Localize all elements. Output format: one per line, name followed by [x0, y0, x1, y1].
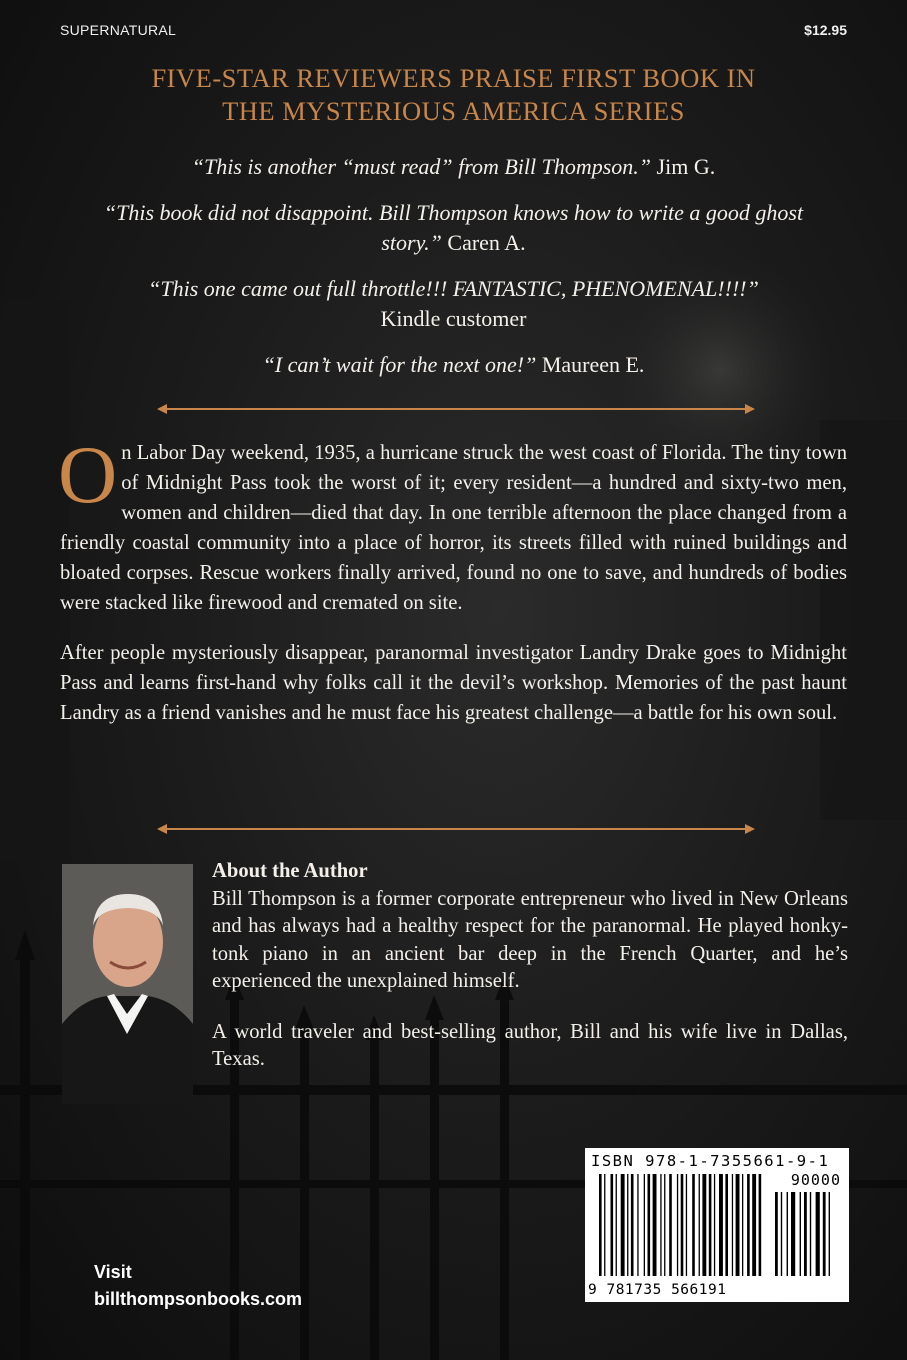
- author-bio: [212, 858, 848, 1097]
- author-paragraph-2: A world traveler and best-selling author, Bill and his wife live in Dallas, Texas.: [212, 1020, 848, 1070]
- headline-line-1: FIVE-STAR REVIEWERS PRAISE FIRST BOOK IN: [151, 63, 756, 93]
- review-author: Maureen E.: [541, 352, 645, 377]
- review-4: [60, 350, 847, 380]
- author-photo: [62, 864, 193, 1104]
- review-author: Caren A.: [447, 230, 526, 255]
- isbn-barcode: [585, 1148, 849, 1302]
- review-quote: “This one came out full throttle!!! FANTASTIC, PHENOMENAL!!!!”: [148, 276, 759, 301]
- genre-label: SUPERNATURAL: [60, 22, 177, 38]
- review-1: [60, 152, 847, 182]
- top-bar: [60, 22, 847, 42]
- visit-label: Visit: [94, 1262, 132, 1282]
- review-quote: “This book did not disappoint. Bill Thompson knows how to write a good ghost story.”: [103, 200, 804, 255]
- review-quote: “I can’t wait for the next one!”: [262, 352, 537, 377]
- reviews: [60, 152, 847, 396]
- visit-block: [94, 1259, 302, 1313]
- price-addon-code: 90000: [790, 1171, 841, 1189]
- headline-line-2: THE MYSTERIOUS AMERICA SERIES: [222, 96, 685, 126]
- drop-cap: O: [58, 429, 118, 520]
- isbn-number: ISBN 978-1-7355661-9-1: [591, 1152, 830, 1170]
- synopsis: [58, 429, 847, 748]
- review-2: [60, 198, 847, 258]
- about-author-heading: About the Author: [212, 860, 368, 882]
- synopsis-paragraph-2: After people mysteriously disappear, paranormal investigator Landry Drake goes to Midnight Pass and learns first-hand why folks call it the devil’s workshop. Memories of the past haunt Landry as a friend vanishes and he must face his greatest challenge—a battle for his own soul.: [60, 642, 847, 724]
- review-author: Kindle customer: [380, 306, 527, 331]
- price-label: $12.95: [804, 22, 847, 38]
- barcode-bars-icon: [585, 1148, 849, 1302]
- author-paragraph-1: Bill Thompson is a former corporate entrepreneur who lived in New Orleans and has always had a healthy respect for the paranormal. He played honky-tonk piano in an ancient bar deep in the French Quarter, and he’s experienced the unexplained himself.: [212, 887, 848, 992]
- website-link[interactable]: billthompsonbooks.com: [94, 1289, 303, 1309]
- synopsis-paragraph-1: [58, 429, 847, 618]
- review-author: Jim G.: [656, 154, 716, 179]
- synopsis-text-1: n Labor Day weekend, 1935, a hurricane struck the west coast of Florida. The tiny town of Midnight Pass took the worst of it; every resident—a hundred and sixty-two men, women and children—died that day. In one terrible afternoon the place changed from a friendly coastal community into a place of horror, its streets filled with ruined buildings and bloated corpses. Rescue workers finally arrived, found no one to save, and hundreds of bodies were stacked like firewood and cremated on site.: [60, 442, 847, 614]
- review-quote: “This is another “must read” from Bill Thompson.”: [191, 154, 652, 179]
- headline: [60, 62, 847, 128]
- review-3: [60, 274, 847, 334]
- divider-top: [157, 402, 755, 416]
- divider-bottom: [157, 822, 755, 836]
- ean-number: 9 781735 566191: [588, 1282, 727, 1298]
